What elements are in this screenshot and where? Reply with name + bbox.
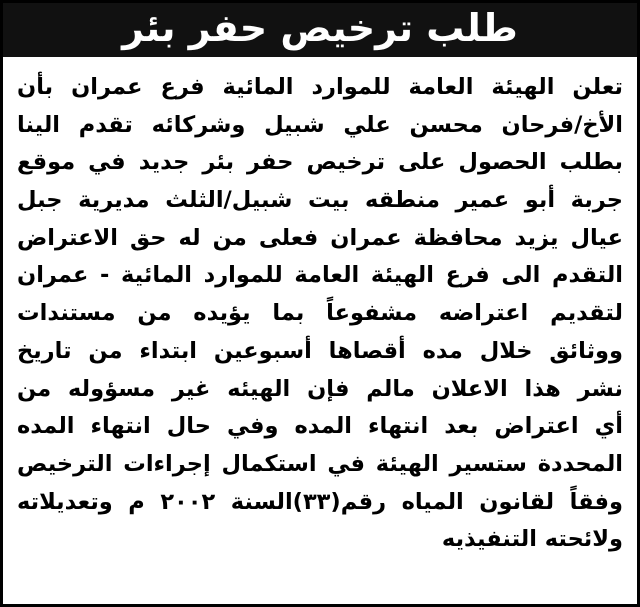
notice-body (17, 69, 623, 559)
body-line-1: تعلن الهيئة العامة للموارد المائية فرع عمران بأن (17, 74, 623, 100)
body-line-12: وفقاً لقانون المياه رقم(٣٣)السنة ٢٠٠٢ م وتعديلاته (17, 488, 623, 515)
notice-header (3, 3, 637, 57)
body-line-4: جربة أبو عمير منطقه بيت شبيل/الثلث مديرية جبل (17, 187, 623, 214)
notice-title: طلب ترخيص حفر بئر (122, 6, 518, 50)
body-line-3: بطلب الحصول على ترخيص حفر بئر جديد في موقع (17, 149, 623, 176)
body-line-9: نشر هذا الاعلان مالم فإن الهيئه غير مسؤوله من (17, 375, 623, 402)
body-line-8: ووثائق خلال مده أقصاها أسبوعين ابتداء من تاريخ (17, 337, 623, 364)
body-line-10: أي اعتراض بعد انتهاء المده وفي حال انتهاء المده (17, 413, 623, 440)
body-line-13: ولائحته التنفيذيه (441, 526, 623, 553)
body-line-11: المحددة ستسير الهيئة في استكمال إجراءات الترخيص (17, 450, 623, 477)
body-line-6: التقدم الى فرع الهيئة العامة للموارد المائية - عمران (17, 262, 623, 289)
body-line-2: الأخ/فرحان محسن علي شبيل وشركائه تقدم الينا (17, 111, 623, 138)
body-line-7: لتقديم اعتراضه مشفوعاً بما يؤيده من مستندات (17, 300, 623, 327)
body-line-5: عيال يزيد محافظة عمران فعلى من له حق الاعتراض (17, 224, 623, 251)
